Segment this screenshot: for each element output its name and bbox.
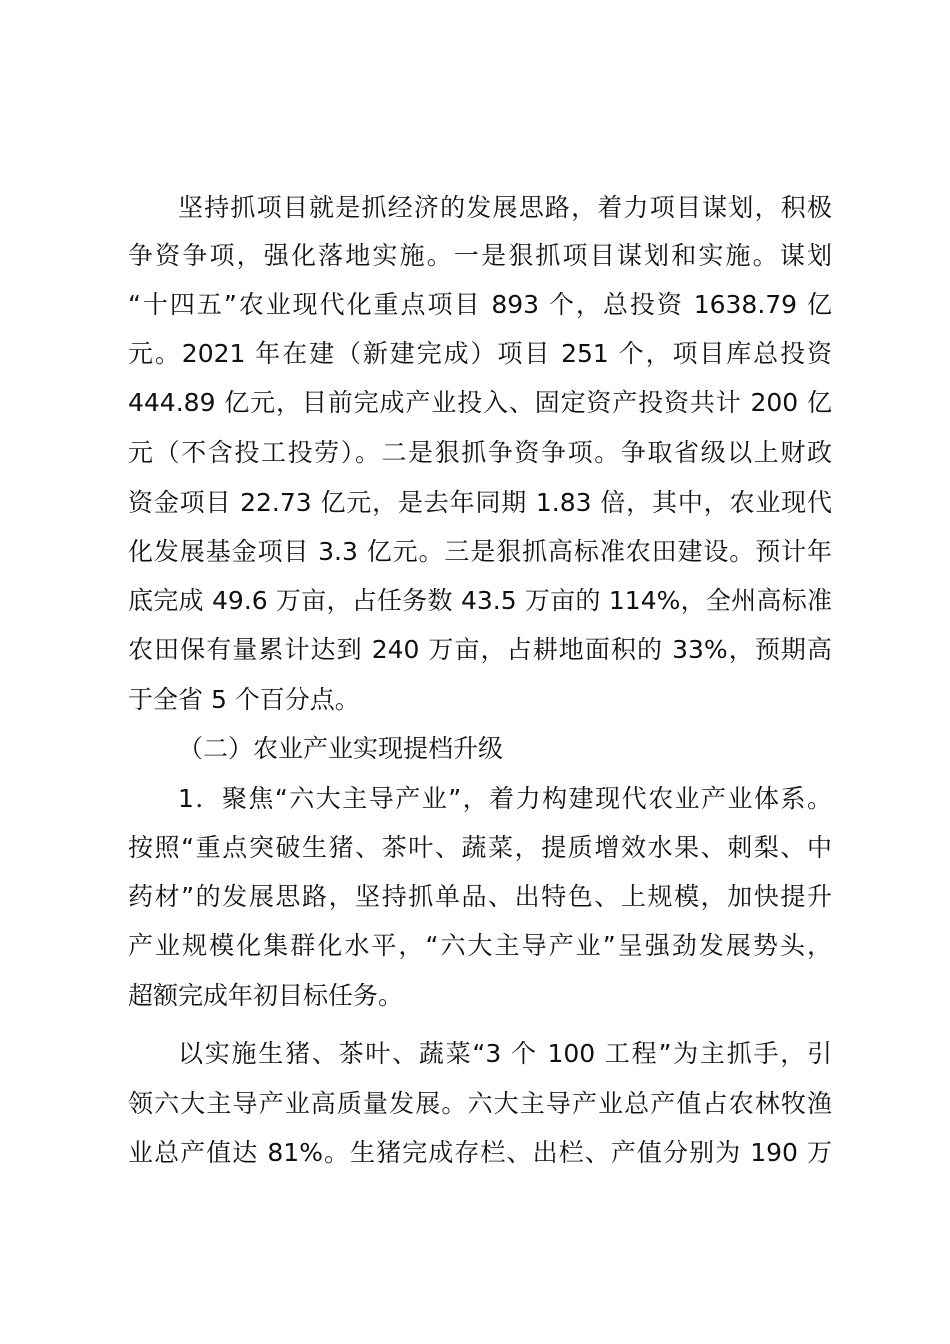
paragraph-1-line: 坚持抓项目就是抓经济的发展思路，着力项目谋划，积极 [178, 193, 832, 222]
paragraph-2-line: 产业规模化集群化水平，“六大主导产业”呈强劲发展势头， [128, 931, 832, 960]
paragraph-1-line: 农田保有量累计达到 240 万亩，占耕地面积的 33%，预期高 [128, 635, 832, 664]
paragraph-3-line: 业总产值达 81%。生猪完成存栏、出栏、产值分别为 190 万 [128, 1138, 832, 1167]
paragraph-2-line: 1．聚焦“六大主导产业”，着力构建现代农业产业体系。 [178, 784, 832, 813]
paragraph-1-line: 元。2021 年在建（新建完成）项目 251 个，项目库总投资 [128, 339, 832, 368]
paragraph-2-line: 按照“重点突破生猪、茶叶、蔬菜，提质增效水果、刺梨、中 [128, 833, 832, 862]
paragraph-1-line: 444.89 亿元，目前完成产业投入、固定资产投资共计 200 亿 [128, 388, 832, 417]
paragraph-3-line: 领六大主导产业高质量发展。六大主导产业总产值占农林牧渔 [128, 1089, 832, 1118]
paragraph-1-line: 资金项目 22.73 亿元，是去年同期 1.83 倍，其中，农业现代 [128, 488, 832, 517]
paragraph-1-line: 底完成 49.6 万亩，占任务数 43.5 万亩的 114%，全州高标准 [128, 586, 832, 615]
paragraph-2-last-line: 超额完成年初目标任务。 [128, 981, 404, 1010]
section-heading: （二）农业产业实现提档升级 [178, 734, 504, 763]
paragraph-1-line: “十四五”农业现代化重点项目 893 个，总投资 1638.79 亿 [128, 290, 832, 319]
paragraph-3-line: 以实施生猪、茶叶、蔬菜“3 个 100 工程”为主抓手，引 [178, 1039, 832, 1068]
paragraph-1-line: 元（不含投工投劳）。二是狠抓争资争项。争取省级以上财政 [128, 438, 832, 467]
paragraph-1-line: 化发展基金项目 3.3 亿元。三是狠抓高标准农田建设。预计年 [128, 537, 832, 566]
paragraph-1-last-line: 于全省 5 个百分点。 [128, 685, 360, 714]
paragraph-1-line: 争资争项，强化落地实施。一是狠抓项目谋划和实施。谋划 [128, 241, 832, 270]
paragraph-2-line: 药材”的发展思路，坚持抓单品、出特色、上规模，加快提升 [128, 882, 832, 911]
